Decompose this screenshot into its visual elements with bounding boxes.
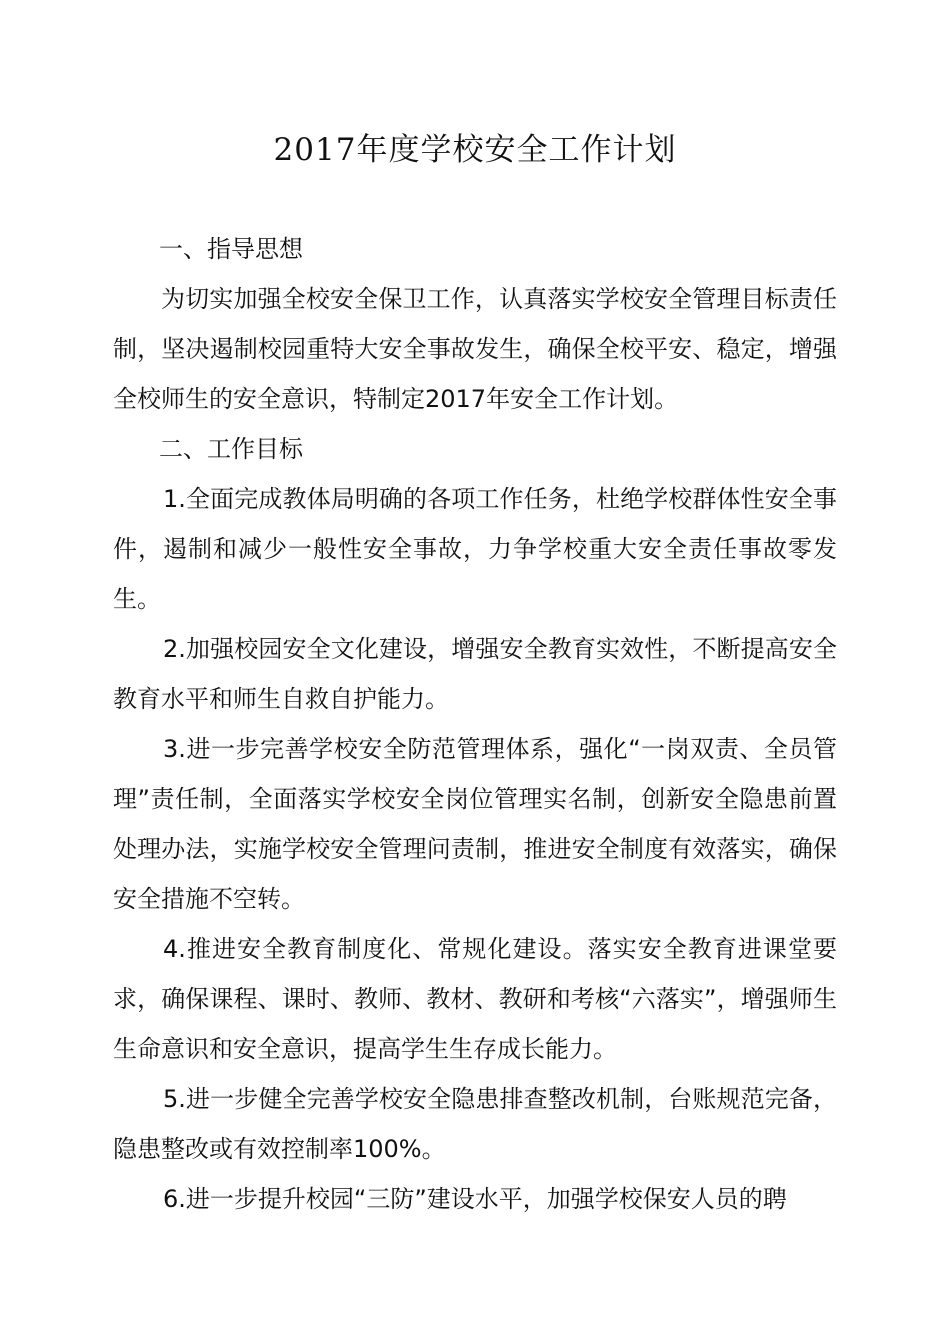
document-body	[113, 224, 837, 1224]
goal-item-4: 4.推进安全教育制度化、常规化建设。落实安全教育进课堂要求，确保课程、课时、教师、教材、教研和考核“六落实”，增强师生生命意识和安全意识，提高学生生存成长能力。	[113, 935, 837, 1063]
document-title: 2017年度学校安全工作计划	[273, 132, 677, 168]
section-heading-work-goals: 二、工作目标	[159, 435, 303, 463]
section-heading-guiding-ideology: 一、指导思想	[159, 235, 303, 263]
goal-item-2: 2.加强校园安全文化建设，增强安全教育实效性，不断提高安全教育水平和师生自救自护能力。	[113, 635, 837, 713]
goal-item-6: 6.进一步提升校园“三防”建设水平，加强学校保安人员的聘	[163, 1185, 787, 1213]
goal-item-1: 1.全面完成教体局明确的各项工作任务，杜绝学校群体性安全事件，遏制和减少一般性安全事故，力争学校重大安全责任事故零发生。	[113, 485, 837, 613]
goal-item-3: 3.进一步完善学校安全防范管理体系，强化“一岗双责、全员管理”责任制，全面落实学校安全岗位管理实名制，创新安全隐患前置处理办法，实施学校安全管理问责制，推进安全制度有效落实，确保安全措施不空转。	[113, 735, 837, 913]
paragraph-guiding-ideology: 为切实加强全校安全保卫工作，认真落实学校安全管理目标责任制，坚决遏制校园重特大安全事故发生，确保全校平安、稳定，增强全校师生的安全意识，特制定2017年安全工作计划。	[113, 285, 837, 413]
goal-item-5: 5.进一步健全完善学校安全隐患排查整改机制，台账规范完备，隐患整改或有效控制率100%。	[113, 1085, 837, 1163]
